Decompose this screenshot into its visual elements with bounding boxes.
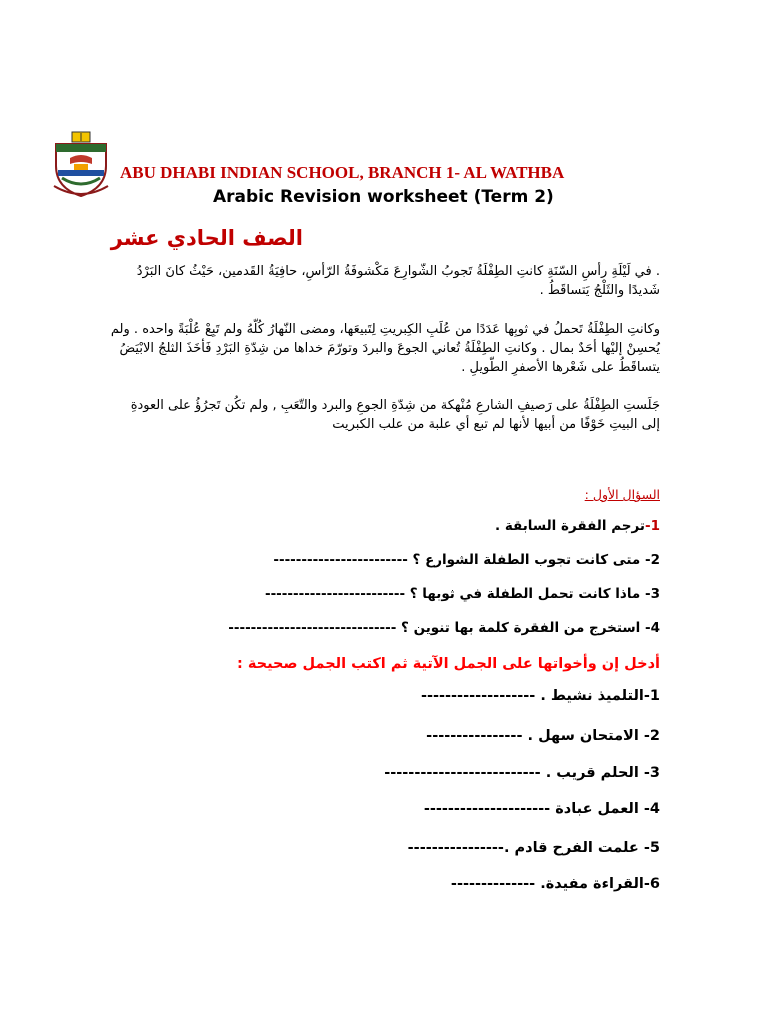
question-number: 1- [644,518,660,534]
school-name: ABU DHABI INDIAN SCHOOL, BRANCH 1- AL WATHBA [120,163,565,182]
exercise-item [424,801,660,817]
school-logo [50,130,112,198]
exercise-item [421,688,660,704]
question-item [265,586,660,602]
question-number: 4- [644,620,660,636]
exercise-number: 1- [643,688,660,704]
exercise-number: 2- [643,728,660,744]
question-item [228,620,660,636]
question-number: 3- [644,586,660,602]
question-item [273,552,660,568]
exercise-text: الحلم قريب . -------------------------- [384,765,644,781]
exercise-text: التلميذ نشيط . ------------------- [420,688,644,704]
exercise-text: علمت الفرح قادم .---------------- [407,840,644,856]
question-item [495,518,660,534]
grade-heading: الصف الحادي عشر [110,226,303,250]
exercise-item [408,840,660,856]
passage-paragraph-2: وكانتِ الطِفْلَةُ تَحملُ في ثوبِها عَدَدًا من عُلَبِ الكِبريتِ لِتَبيعَها، ومضى النّهارُ كُلّهُ ولم تَبِعْ عُلْبَةً واحده . ولم يُحسِنْ إليْها أحَدٌ بمال . وكانتِ الطِفْلَةُ تُعاني الجوعَ والبردَ وتورّمَ خداها من شِدّةِ البَرْدِ فَأخَذَ الثلجُ الابْيَضُ يتساقَطُ على شَعْرها الأصفرِ الطّويلِ . [110,322,660,375]
exercise-item [384,765,660,781]
exercise-number: 5- [643,840,660,856]
question-number: 2- [644,552,660,568]
exercise-instruction: أدخل إن وأخواتها على الجمل الآتية ثم اكتب الجمل صحيحة : [237,656,660,672]
exercise-text: الامتحان سهل . ---------------- [426,728,644,744]
question-text: استخرج من الفقرة كلمة بها تنوين ؟ ------------------------------ [228,620,645,636]
question-text: ماذا كانت تحمل الطفلة في ثوبها ؟ ------------------------- [264,586,645,602]
exercise-item [426,728,660,744]
question-text: متى كانت تجوب الطفلة الشوارع ؟ ------------------------ [273,552,645,568]
exercise-text: العمل عبادة --------------------- [423,801,644,817]
worksheet-title: Arabic Revision worksheet (Term 2) [213,187,554,207]
passage-paragraph-1: . في لَيْلَةِ رأسِ السّنَةِ كانتِ الطِفْلَةُ تَجوبُ الشّوارِعَ مَكْشوفَةُ الرّأسِ، حافِيَةُ القَدمين، حَيْثُ كانَ البَرْدُ شَديدًا والثَلْجُ يَتساقَطُ . [136,264,660,298]
exercise-number: 6- [643,876,660,892]
question-text: ترجم الفقرة السابقة . [495,518,645,534]
exercise-number: 4- [643,801,660,817]
exercise-item [451,876,660,892]
passage-paragraph-3: جَلَستِ الطِفْلَةُ على رَصيفِ الشارعِ مُنْهكة من شِدّةِ الجوعِ والبرد والتّعَبِ , ولم تكُن تَجرُؤُ على العودةِ إلى البيتِ خَوْفًا من أبيها لأنها لم تبع أي علبة من علب الكبريت [130,398,660,432]
exercise-number: 3- [643,765,660,781]
question-1-heading: السؤال الأول : [584,487,660,502]
exercise-text: القراءة مفيدة. -------------- [450,876,644,892]
